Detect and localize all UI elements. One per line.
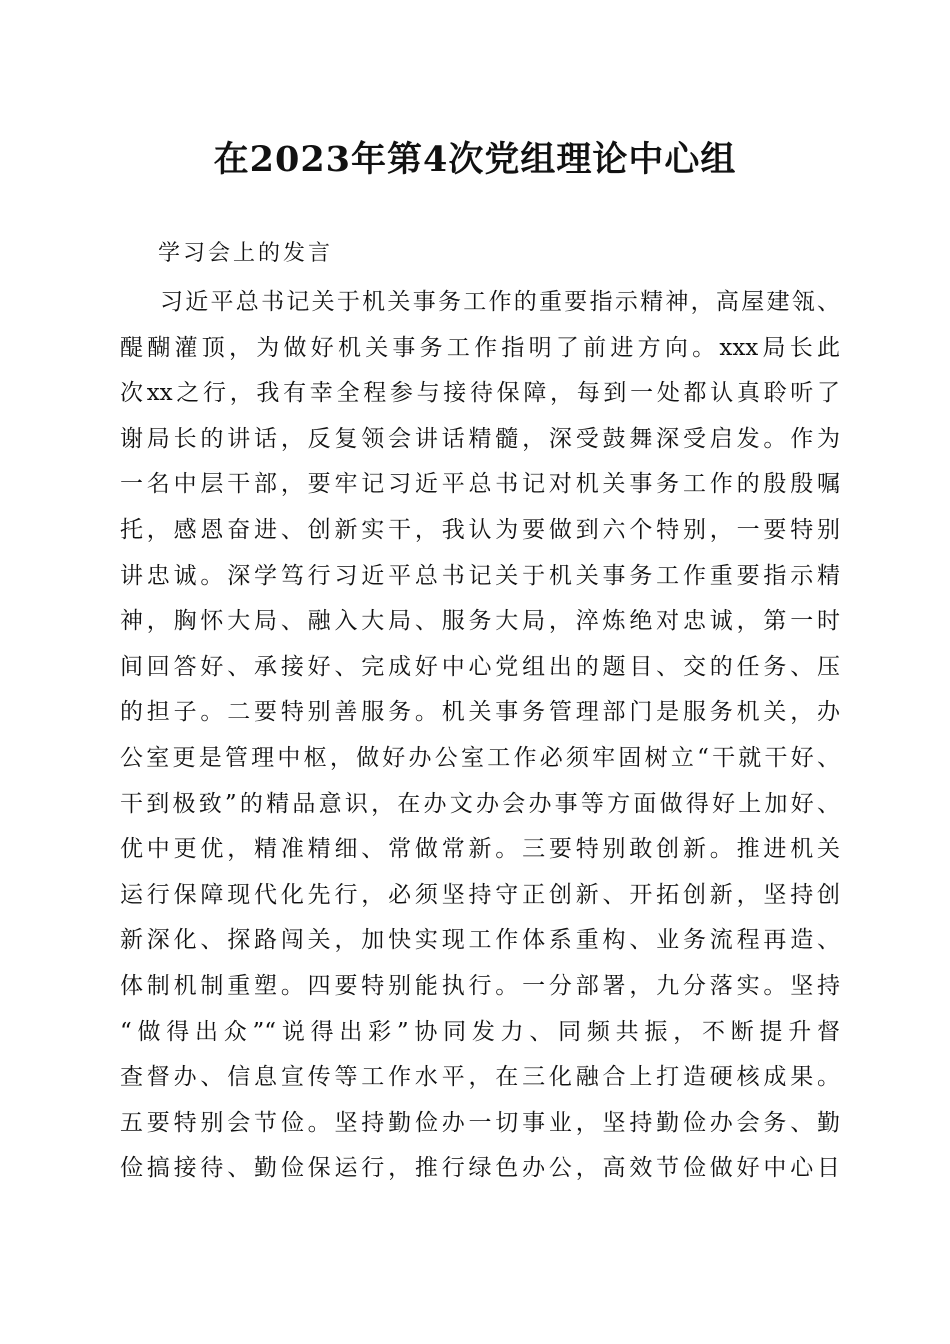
body-line: 托，感恩奋进、创新实干，我认为要做到六个特别，一要特别 [120,516,840,543]
body-line: 查督办、信息宣传等工作水平，在三化融合上打造硬核成果。 [120,1064,840,1091]
body-line: 新深化、探路闯关，加快实现工作体系重构、业务流程再造、 [120,927,840,954]
body-line: “做得出众”“说得出彩”协同发力、同频共振，不断提升督 [120,1018,840,1045]
body-line: 讲忠诚。深学笃行习近平总书记关于机关事务工作重要指示精 [120,562,840,589]
body-text [120,280,840,1192]
body-line: 间回答好、承接好、完成好中心党组出的题目、交的任务、压 [120,653,840,680]
body-line: 运行保障现代化先行，必须坚持守正创新、开拓创新，坚持创 [120,881,840,908]
document-subtitle: 学习会上的发言 [158,241,334,266]
body-line: 的担子。二要特别善服务。机关事务管理部门是服务机关，办 [120,699,840,726]
document-title: 在2023年第4次党组理论中心组 [213,139,737,180]
body-line: 次xx之行，我有幸全程参与接待保障，每到一处都认真聆听了 [120,380,840,407]
body-line: 醍醐灌顶，为做好机关事务工作指明了前进方向。xxx局长此 [120,334,840,361]
body-line: 公室更是管理中枢，做好办公室工作必须牢固树立“干就干好、 [120,744,840,771]
body-line: 五要特别会节俭。坚持勤俭办一切事业，坚持勤俭办会务、勤 [120,1109,840,1136]
body-line: 习近平总书记关于机关事务工作的重要指示精神，高屋建瓴、 [160,289,840,315]
body-line: 优中更优，精准精细、常做常新。三要特别敢创新。推进机关 [120,836,840,863]
body-line: 神，胸怀大局、融入大局、服务大局，淬炼绝对忠诚，第一时 [120,608,840,635]
body-line: 一名中层干部，要牢记习近平总书记对机关事务工作的殷殷嘱 [120,471,840,498]
body-line: 俭搞接待、勤俭保运行，推行绿色办公，高效节俭做好中心日 [120,1155,840,1182]
body-line: 干到极致”的精品意识，在办文办会办事等方面做得好上加好、 [120,790,840,817]
body-line: 谢局长的讲话，反复领会讲话精髓，深受鼓舞深受启发。作为 [120,425,840,452]
body-line: 体制机制重塑。四要特别能执行。一分部署，九分落实。坚持 [120,972,840,999]
